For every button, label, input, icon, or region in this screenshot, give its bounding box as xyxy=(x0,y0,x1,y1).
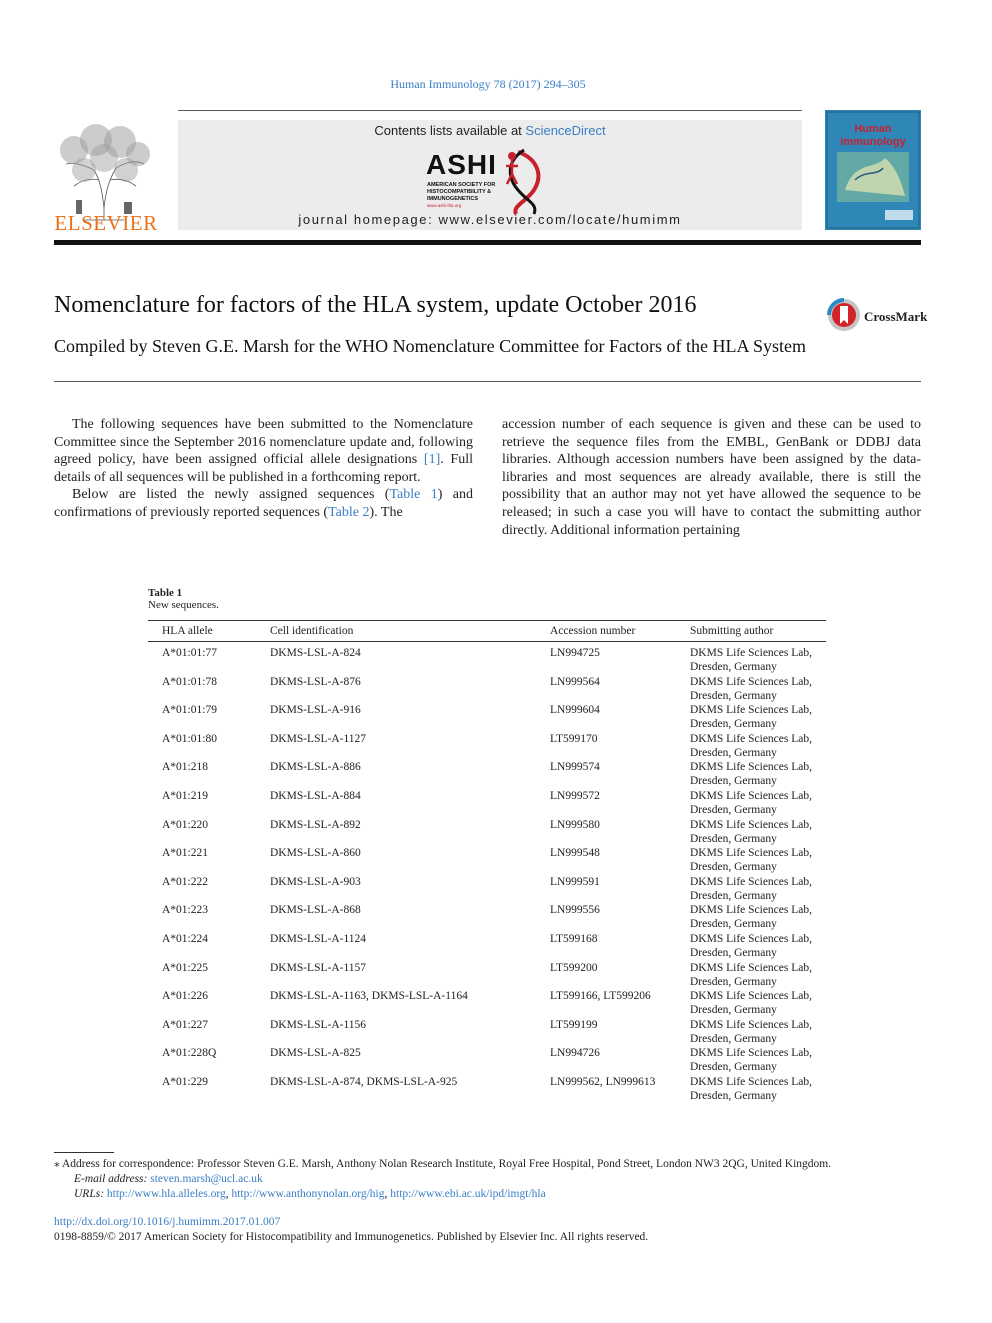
cell-identification-cell: DKMS-LSL-A-1157 xyxy=(270,961,367,974)
author-cell: DKMS Life Sciences Lab, xyxy=(690,875,812,888)
table-row xyxy=(0,961,992,990)
cover-title-2: Immunology xyxy=(840,136,906,148)
paragraph-2: Below are listed the newly assigned sequences (Table 1) and confirmations of previously reported sequences (Table 2). The xyxy=(54,487,473,520)
allele-cell: A*01:228Q xyxy=(162,1047,217,1060)
allele-cell: A*01:222 xyxy=(162,875,208,888)
table2-link[interactable]: Table 2 xyxy=(328,504,370,520)
url-link-2[interactable]: http://www.anthonynolan.org/hig xyxy=(231,1188,385,1200)
footnote-address: ⁎ Address for correspondence: Professor Steven G.E. Marsh, Anthony Nolan Research Institute, Royal Free Hospital, Pond Street, London NW3 2QG, United Kingdom. xyxy=(54,1158,832,1170)
allele-cell: A*01:227 xyxy=(162,1018,208,1031)
table-row xyxy=(0,932,992,961)
header-rule xyxy=(178,110,802,111)
accession-cell: LN999604 xyxy=(550,704,600,717)
table-row xyxy=(0,703,992,732)
allele-cell: A*01:220 xyxy=(162,818,208,831)
paragraph-3: accession number of each sequence is given and these can be used to retrieve the sequence files from the EMBL, GenBank or DDBJ data libraries. Although accession numbers have been assigned by the data-libraries and most sequences are already available, there is still the possibility that an author may not yet have allowed the sequence to be released; in such a case you will have to contact the submitting author directly. Additional information pertaining xyxy=(502,417,921,538)
allele-cell: A*01:01:79 xyxy=(162,704,217,717)
cell-identification-cell: DKMS-LSL-A-903 xyxy=(270,875,361,888)
ashi-logo-text: ASHI xyxy=(426,149,497,180)
table-row xyxy=(0,903,992,932)
allele-cell: A*01:01:77 xyxy=(162,647,217,659)
header-submitting-author: Submitting author xyxy=(690,625,774,637)
author-cell: DKMS Life Sciences Lab, xyxy=(690,933,812,945)
ashi-url: www.ashi-hla.org xyxy=(427,203,462,208)
email-link[interactable]: steven.marsh@ucl.ac.uk xyxy=(150,1173,263,1185)
accession-cell: LN999572 xyxy=(550,790,600,802)
author-cell: DKMS Life Sciences Lab, xyxy=(690,732,812,745)
journal-cover-thumbnail[interactable] xyxy=(825,110,921,230)
footnote-marker: ⁎ xyxy=(54,1158,60,1170)
accession-cell: LN999591 xyxy=(550,875,600,888)
author-cell: DKMS Life Sciences Lab, xyxy=(690,1047,812,1060)
author-cell-line2: Dresden, Germany xyxy=(690,1061,777,1074)
doi-link[interactable]: http://dx.doi.org/10.1016/j.humimm.2017.01.007 xyxy=(54,1216,281,1228)
author-cell-line2: Dresden, Germany xyxy=(690,947,777,959)
ashi-sub-1: AMERICAN SOCIETY FOR xyxy=(427,182,496,188)
allele-cell: A*01:223 xyxy=(162,904,208,917)
ashi-sub-3: IMMUNOGENETICS xyxy=(427,196,479,202)
accession-cell: LN999564 xyxy=(550,675,600,688)
footnotes xyxy=(54,1157,934,1202)
table-header-rule xyxy=(148,641,826,642)
url-link-1[interactable]: http://www.hla.alleles.org xyxy=(106,1188,226,1200)
crossmark-label[interactable]: CrossMark xyxy=(864,309,928,324)
header-cell-identification: Cell identification xyxy=(270,625,354,637)
accession-cell: LT599200 xyxy=(550,961,598,974)
footnote-rule xyxy=(54,1152,114,1153)
header-divider xyxy=(54,240,921,245)
body-column-left xyxy=(54,416,473,522)
cell-identification-cell: DKMS-LSL-A-884 xyxy=(270,790,361,802)
cell-identification-cell: DKMS-LSL-A-1124 xyxy=(270,933,367,945)
allele-cell: A*01:229 xyxy=(162,1076,208,1088)
allele-cell: A*01:225 xyxy=(162,961,208,974)
table-row xyxy=(0,1075,992,1104)
cell-identification-cell: DKMS-LSL-A-874, DKMS-LSL-A-925 xyxy=(270,1076,458,1088)
author-cell-line2: Dresden, Germany xyxy=(690,746,777,759)
cell-identification-cell: DKMS-LSL-A-1156 xyxy=(270,1018,367,1031)
author-cell-line2: Dresden, Germany xyxy=(690,689,777,702)
author-cell: DKMS Life Sciences Lab, xyxy=(690,904,812,917)
author-cell: DKMS Life Sciences Lab, xyxy=(690,675,812,688)
author-cell: DKMS Life Sciences Lab, xyxy=(690,818,812,831)
journal-homepage[interactable]: journal homepage: www.elsevier.com/locate/humimm xyxy=(298,212,682,227)
table-row xyxy=(0,732,992,761)
cell-identification-cell: DKMS-LSL-A-860 xyxy=(270,847,361,860)
author-cell: DKMS Life Sciences Lab, xyxy=(690,761,812,774)
accession-cell: LT599199 xyxy=(550,1018,598,1031)
footnote-email: E-mail address: steven.marsh@ucl.ac.uk xyxy=(74,1173,263,1185)
accession-cell: LT599166, LT599206 xyxy=(550,990,651,1003)
journal-masthead xyxy=(178,120,802,230)
cell-identification-cell: DKMS-LSL-A-868 xyxy=(270,904,361,917)
author-cell: DKMS Life Sciences Lab, xyxy=(690,704,812,717)
allele-cell: A*01:01:78 xyxy=(162,675,217,688)
table-row xyxy=(0,989,992,1018)
allele-cell: A*01:219 xyxy=(162,790,208,802)
author-cell-line2: Dresden, Germany xyxy=(690,1032,777,1045)
cell-identification-cell: DKMS-LSL-A-825 xyxy=(270,1047,361,1060)
cover-title-1: Human xyxy=(854,123,892,135)
dna-helix-icon xyxy=(506,150,538,214)
article-title: Nomenclature for factors of the HLA system, update October 2016 xyxy=(54,292,697,318)
author-cell-line2: Dresden, Germany xyxy=(690,804,777,816)
cell-identification-cell: DKMS-LSL-A-1163, DKMS-LSL-A-1164 xyxy=(270,990,468,1003)
allele-cell: A*01:224 xyxy=(162,933,208,945)
author-cell-line2: Dresden, Germany xyxy=(690,918,777,931)
table-row xyxy=(0,675,992,704)
table-row xyxy=(0,846,992,875)
author-cell-line2: Dresden, Germany xyxy=(690,832,777,845)
author-cell-line2: Dresden, Germany xyxy=(690,975,777,988)
accession-cell: LN999574 xyxy=(550,761,600,774)
table-row xyxy=(0,1046,992,1075)
table-label: Table 1 xyxy=(148,587,183,599)
allele-cell: A*01:01:80 xyxy=(162,732,217,745)
paragraph-1: The following sequences have been submitted to the Nomenclature Committee since the September 2016 nomenclature update and, following agreed policy, have been assigned official allele designations [1]. Full details of all sequences will be published in a forthcoming report. xyxy=(54,417,473,485)
allele-cell: A*01:218 xyxy=(162,761,208,774)
cell-identification-cell: DKMS-LSL-A-824 xyxy=(270,647,361,659)
accession-cell: LN999556 xyxy=(550,904,600,917)
contents-prefix: Contents lists available at xyxy=(374,123,526,138)
accession-cell: LN999562, LN999613 xyxy=(550,1076,656,1088)
copyright-line: 0198-8859/© 2017 American Society for Histocompatibility and Immunogenetics. Published by Elsevier Inc. All rights reserved. xyxy=(54,1231,649,1243)
table-caption xyxy=(148,587,219,611)
author-cell-line2: Dresden, Germany xyxy=(690,861,777,874)
table-row xyxy=(0,646,992,675)
allele-cell: A*01:226 xyxy=(162,990,208,1003)
author-cell-line2: Dresden, Germany xyxy=(690,1004,777,1017)
table1-link[interactable]: Table 1 xyxy=(389,487,438,503)
table-row xyxy=(0,1018,992,1047)
author-cell: DKMS Life Sciences Lab, xyxy=(690,1076,812,1088)
footnote-urls: URLs: http://www.hla.alleles.org, http://www.anthonynolan.org/hig, http://www.ebi.ac.uk/ipd/imgt/hla xyxy=(74,1188,546,1200)
body-column-right xyxy=(502,416,921,539)
author-cell: DKMS Life Sciences Lab, xyxy=(690,790,812,802)
author-line: Compiled by Steven G.E. Marsh for the WHO Nomenclature Committee for Factors of the HLA System xyxy=(54,336,807,356)
author-cell-line2: Dresden, Germany xyxy=(690,718,777,731)
author-cell: DKMS Life Sciences Lab, xyxy=(690,647,812,659)
table-row xyxy=(0,760,992,789)
allele-cell: A*01:221 xyxy=(162,847,208,860)
sciencedirect-link[interactable]: ScienceDirect xyxy=(525,123,606,138)
journal-reference[interactable]: Human Immunology 78 (2017) 294–305 xyxy=(390,77,586,91)
cell-identification-cell: DKMS-LSL-A-892 xyxy=(270,818,361,831)
cell-identification-cell: DKMS-LSL-A-886 xyxy=(270,761,361,774)
author-cell: DKMS Life Sciences Lab, xyxy=(690,961,812,974)
title-divider xyxy=(54,381,921,382)
author-cell-line2: Dresden, Germany xyxy=(690,775,777,788)
accession-cell: LN994726 xyxy=(550,1047,600,1060)
author-cell: DKMS Life Sciences Lab, xyxy=(690,847,812,860)
author-cell: DKMS Life Sciences Lab, xyxy=(690,1018,812,1031)
accession-cell: LN999580 xyxy=(550,818,600,831)
author-cell-line2: Dresden, Germany xyxy=(690,661,777,673)
cell-identification-cell: DKMS-LSL-A-916 xyxy=(270,704,361,717)
table-row xyxy=(0,875,992,904)
table-row xyxy=(0,789,992,818)
accession-cell: LT599170 xyxy=(550,732,598,745)
header-accession-number: Accession number xyxy=(550,625,636,637)
reference-link-1[interactable]: [1] xyxy=(423,452,441,468)
table-title: New sequences. xyxy=(148,599,219,611)
elsevier-wordmark: ELSEVIER xyxy=(54,211,158,235)
header-hla-allele: HLA allele xyxy=(162,625,213,637)
ashi-sub-2: HISTOCOMPATIBILITY & xyxy=(427,189,492,195)
accession-cell: LT599168 xyxy=(550,933,598,945)
url-link-3[interactable]: http://www.ebi.ac.uk/ipd/imgt/hla xyxy=(390,1188,546,1200)
cell-identification-cell: DKMS-LSL-A-876 xyxy=(270,675,361,688)
author-cell-line2: Dresden, Germany xyxy=(690,889,777,902)
table-top-rule xyxy=(148,620,826,621)
accession-cell: LN999548 xyxy=(550,847,600,860)
accession-cell: LN994725 xyxy=(550,647,600,659)
contents-line xyxy=(178,123,802,138)
ashi-logo[interactable] xyxy=(426,144,556,216)
table-row xyxy=(0,818,992,847)
cell-identification-cell: DKMS-LSL-A-1127 xyxy=(270,732,367,745)
author-cell-line2: Dresden, Germany xyxy=(690,1090,777,1102)
author-cell: DKMS Life Sciences Lab, xyxy=(690,990,812,1003)
